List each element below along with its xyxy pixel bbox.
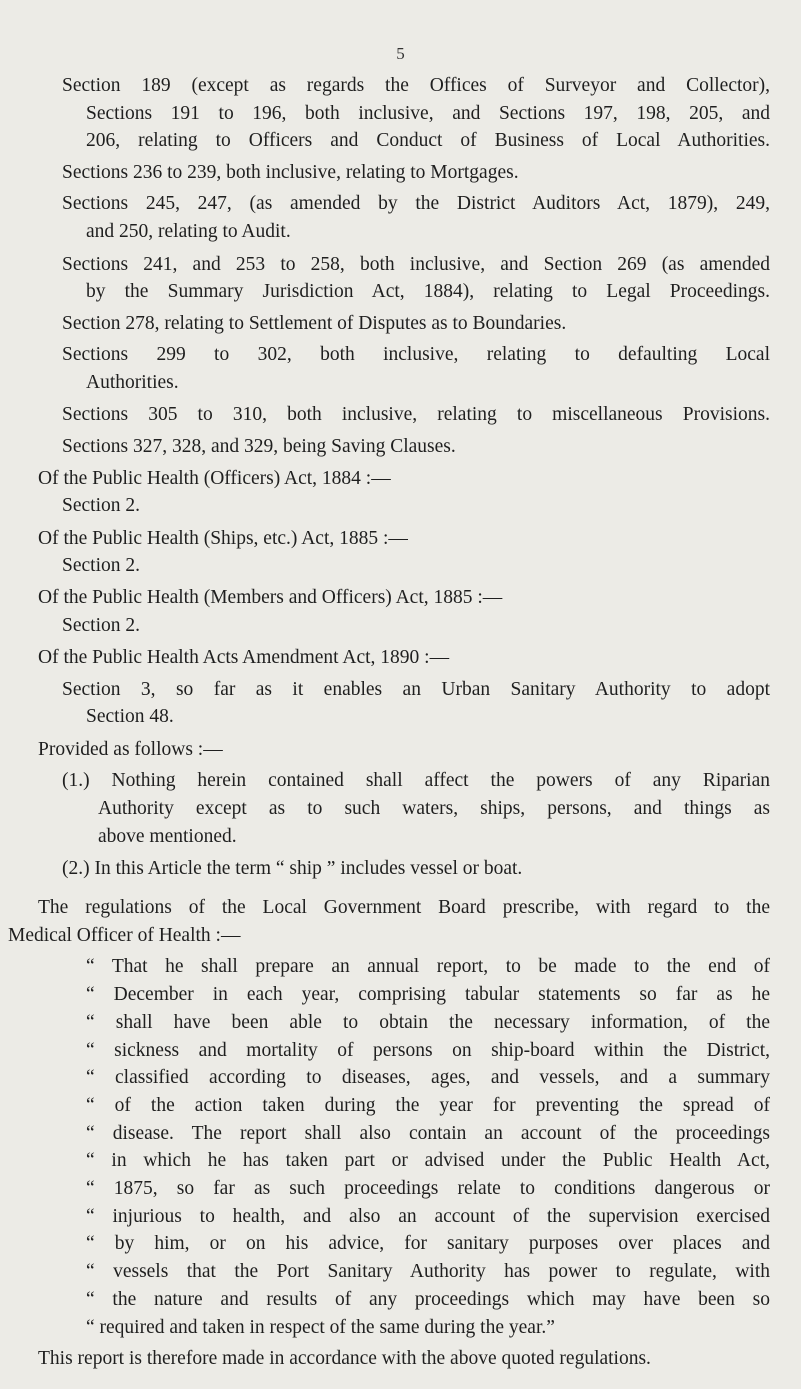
text-line: Section 48. [86, 706, 174, 728]
text-line: Sections 299 to 302, both inclusive, relating to defaulting Local [62, 344, 770, 366]
text-line: “ by him, or on his advice, for sanitary purposes over places and [86, 1233, 770, 1255]
text-line: Sections 245, 247, (as amended by the District Auditors Act, 1879), 249, [62, 193, 770, 215]
text-line: 206, relating to Officers and Conduct of Business of Local Authorities. [86, 130, 770, 152]
page-number: 5 [396, 44, 405, 63]
text-line: Sections 327, 328, and 329, being Saving Clauses. [62, 435, 456, 457]
text-line: (2.) In this Article the term “ ship ” includes vessel or boat. [62, 858, 523, 880]
text-line: “ vessels that the Port Sanitary Authority has power to regulate, with [86, 1261, 770, 1283]
text-line: Section 2. [62, 495, 140, 517]
text-line: Section 3, so far as it enables an Urban Sanitary Authority to adopt [62, 678, 770, 700]
text-line: “ disease. The report shall also contain an account of the proceedings [86, 1122, 770, 1144]
text-line: Authority except as to such waters, ships, persons, and things as [98, 797, 770, 819]
text-line: Section 189 (except as regards the Offices of Surveyor and Collector), [62, 75, 770, 96]
text-line: by the Summary Jurisdiction Act, 1884), relating to Legal Proceedings. [86, 281, 770, 303]
text-line: above mentioned. [98, 825, 237, 847]
text-line: Sections 191 to 196, both inclusive, and Sections 197, 198, 205, and [86, 102, 770, 124]
text-line: Of the Public Health (Officers) Act, 1884 :— [38, 467, 391, 489]
text-line: “ That he shall prepare an annual report, to be made to the end of [86, 956, 770, 978]
text-line: “ sickness and mortality of persons on ship-board within the District, [86, 1039, 770, 1061]
text-line: Of the Public Health (Members and Officers) Act, 1885 :— [38, 586, 503, 608]
text-line: Sections 236 to 239, both inclusive, relating to Mortgages. [62, 161, 519, 183]
text-line: “ the nature and results of any proceedings which may have been so [86, 1288, 770, 1310]
text-line: Of the Public Health Acts Amendment Act, 1890 :— [38, 647, 450, 669]
text-line: Section 278, relating to Settlement of Disputes as to Boundaries. [62, 312, 567, 334]
text-line: “ in which he has taken part or advised under the Public Health Act, [86, 1150, 770, 1172]
text-line: Medical Officer of Health :— [8, 924, 241, 946]
text-line: “ required and taken in respect of the same during the year.” [86, 1316, 555, 1338]
text-line: “ classified according to diseases, ages, and vessels, and a summary [86, 1067, 770, 1089]
text-line: (1.) Nothing herein contained shall affect the powers of any Riparian [62, 770, 770, 792]
text-line: “ shall have been able to obtain the necessary information, of the [86, 1011, 770, 1033]
text-line: This report is therefore made in accordance with the above quoted regulations. [38, 1348, 651, 1369]
text-line: “ December in each year, comprising tabular statements so far as he [86, 984, 770, 1006]
text-line: and 250, relating to Audit. [86, 221, 291, 243]
text-line: Of the Public Health (Ships, etc.) Act, 1885 :— [38, 527, 408, 549]
text-line: “ of the action taken during the year for preventing the spread of [86, 1094, 770, 1116]
text-line: The regulations of the Local Government Board prescribe, with regard to the [38, 897, 770, 919]
text-line: Provided as follows :— [38, 738, 223, 760]
text-line: Section 2. [62, 555, 140, 577]
text-line: Section 2. [62, 614, 140, 636]
text-line: “ injurious to health, and also an account of the supervision exercised [86, 1205, 770, 1227]
text-line: Sections 305 to 310, both inclusive, relating to miscellaneous Provisions. [62, 404, 770, 426]
text-line: “ 1875, so far as such proceedings relate to conditions dangerous or [86, 1178, 770, 1200]
text-line: Sections 241, and 253 to 258, both inclusive, and Section 269 (as amended [62, 253, 770, 275]
text-line: Authorities. [86, 372, 179, 393]
